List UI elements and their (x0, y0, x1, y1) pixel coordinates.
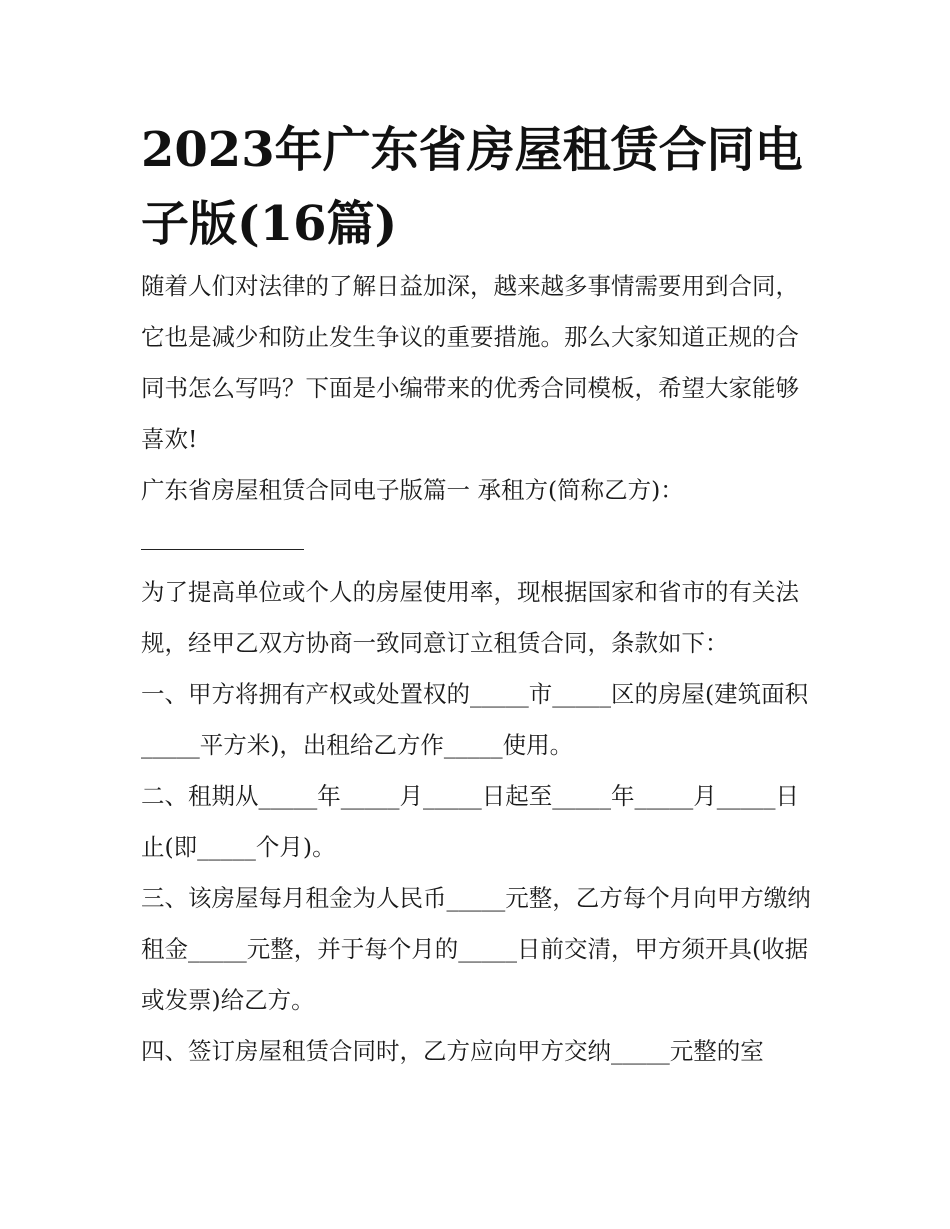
clause-paragraph: 三、该房屋每月租金为人民币_____元整，乙方每个月向甲方缴纳租金_____元整，并于每个月的_____日前交清，甲方须开具(收据或发票)给乙方。 (141, 884, 811, 1014)
clause-paragraph: 二、租期从_____年_____月_____日起至_____年_____月_____日止(即_____个月)。 (141, 782, 799, 861)
signature-underline (141, 549, 304, 550)
document-body (141, 261, 813, 1077)
clause-paragraph: 四、签订房屋租赁合同时，乙方应向甲方交纳_____元整的室 (141, 1037, 764, 1065)
section-heading: 广东省房屋租赁合同电子版篇一 承租方(简称乙方)： (141, 476, 684, 504)
document-content (141, 113, 813, 1077)
document-title: 2023年广东省房屋租赁合同电子版(16篇) (141, 122, 803, 252)
signature-blank-line (141, 516, 813, 567)
clause-paragraph: 一、甲方将拥有产权或处置权的_____市_____区的房屋(建筑面积_____平方米)，出租给乙方作_____使用。 (141, 680, 809, 759)
intro-paragraph: 随着人们对法律的了解日益加深，越来越多事情需要用到合同，它也是减少和防止发生争议的重要措施。那么大家知道正规的合同书怎么写吗？下面是小编带来的优秀合同模板，希望大家能够喜欢! (141, 272, 799, 453)
clause-paragraph: 为了提高单位或个人的房屋使用率，现根据国家和省市的有关法规，经甲乙双方协商一致同意订立租赁合同，条款如下： (141, 578, 799, 657)
